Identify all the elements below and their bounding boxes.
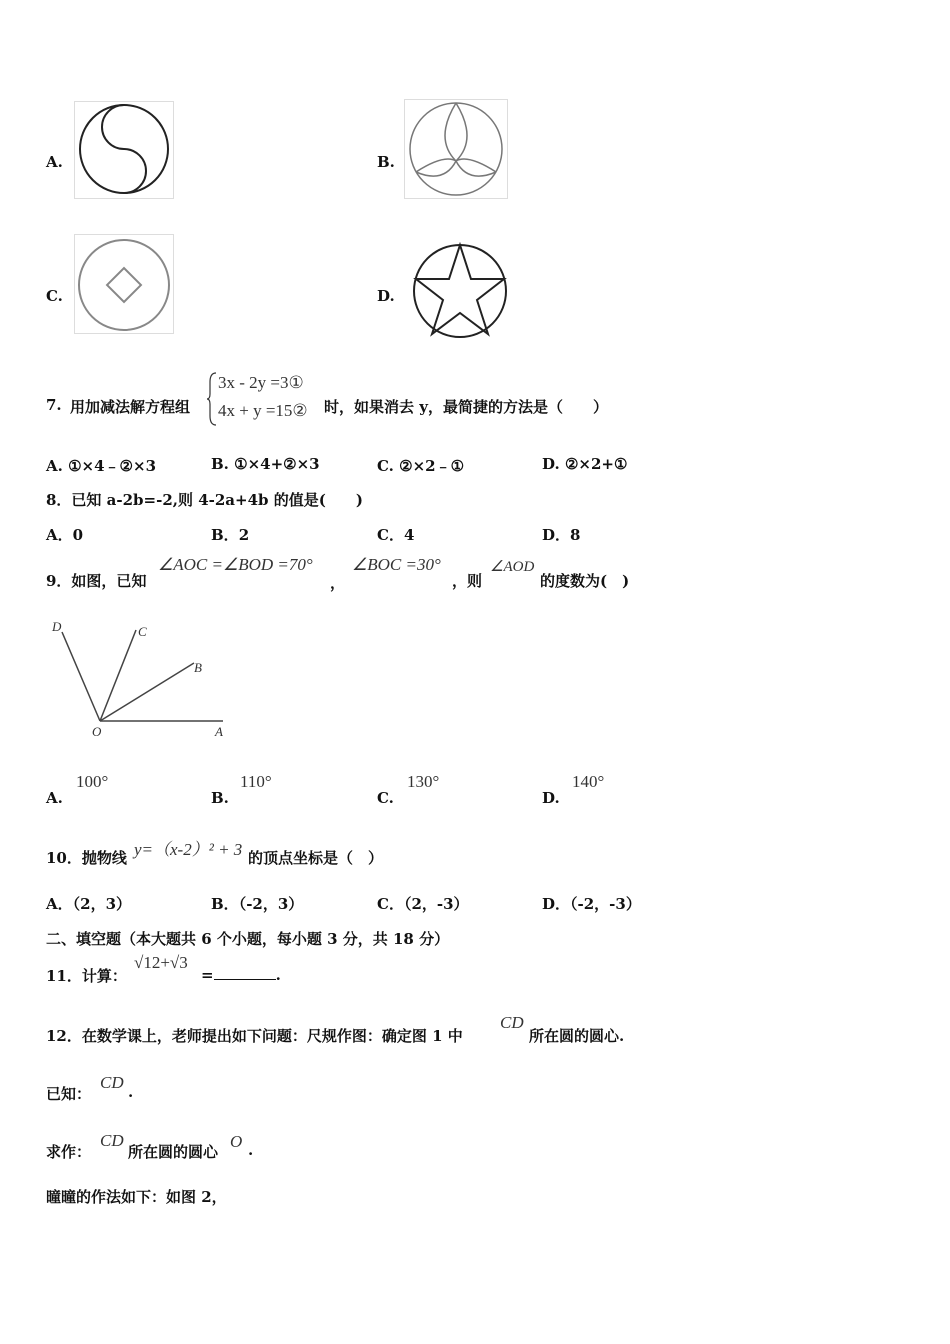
section-heading: 二、填空题（本大题共 6 个小题，每小题 3 分，共 18 分）: [46, 930, 450, 948]
q9-math-angles: ∠AOC =∠BOD =70°: [158, 555, 313, 574]
q7-option-d: D. ②×2+①: [542, 455, 628, 473]
q7-equation-1: 3x - 2y =3①: [218, 373, 304, 392]
q8-question: 8．已知 a-2b=-2,则 4-2a+4b 的值是( ): [46, 491, 363, 509]
q7-equation-2: 4x + y =15②: [218, 401, 308, 420]
q12-prefix: 12．在数学课上，老师提出如下问题：尺规作图：确定图 1 中: [46, 1027, 463, 1045]
star-in-circle-figure: [410, 242, 510, 340]
q12-task-prefix: 求作：: [46, 1143, 92, 1161]
q9-option-d-label: D.: [542, 789, 560, 807]
q10-option-d: D．（-2，-3）: [542, 895, 641, 913]
q6-option-a-label: A.: [46, 153, 63, 171]
yin-yang-figure: [74, 101, 174, 199]
q12-task-mid: 所在圆的圆心: [128, 1143, 219, 1161]
point-label-d: D: [52, 619, 62, 634]
q6-option-d-label: D.: [377, 287, 395, 305]
q10-option-b: B．（-2，3）: [211, 895, 304, 913]
q9-option-a-label: A.: [46, 789, 63, 807]
q10-option-a: A．（2，3）: [46, 895, 132, 913]
q8-option-b: B．2: [211, 526, 250, 544]
q11-answer: = .: [201, 966, 281, 984]
q6-option-b-label: B.: [377, 153, 395, 171]
q12-task-arc: CD: [100, 1131, 124, 1150]
q9-option-c-value: 130°: [407, 772, 440, 791]
q9-option-c-label: C.: [377, 789, 394, 807]
q12-arc-cd: CD: [500, 1013, 524, 1032]
q12-known-arc: CD: [100, 1073, 124, 1092]
three-petal-figure: [404, 99, 508, 199]
point-label-c: C: [138, 624, 147, 639]
q12-known-prefix: 已知：: [46, 1085, 92, 1103]
point-label-b: B: [194, 660, 202, 675]
q9-option-a-value: 100°: [76, 772, 109, 791]
q9-mid: ，则: [452, 572, 483, 590]
q10-math: y=（x-2）² + 3: [134, 840, 243, 859]
q7-prefix: 用加减法解方程组: [70, 398, 191, 416]
q11-prefix: 11．计算：: [46, 967, 127, 985]
q12-known-end: .: [128, 1083, 134, 1101]
q9-math-aod: ∠AOD: [490, 559, 535, 575]
q10-suffix: 的顶点坐标是（ ）: [248, 849, 384, 867]
q12-task-o: O: [230, 1132, 243, 1151]
q9-suffix: 的度数为( ): [540, 572, 630, 590]
q9-option-d-value: 140°: [572, 772, 605, 791]
q9-prefix: 9．如图，已知: [46, 572, 147, 590]
q12-method: 曈曈的作法如下：如图 2，: [46, 1188, 227, 1206]
q10-prefix: 10．抛物线: [46, 849, 127, 867]
q8-option-c: C．4: [377, 526, 415, 544]
coin-figure: [74, 234, 174, 334]
q9-option-b-label: B.: [211, 789, 229, 807]
q7-number: 7.: [46, 396, 62, 414]
q12-task-end: .: [248, 1141, 254, 1159]
q8-option-a: A．0: [46, 526, 84, 544]
q6-option-c-label: C.: [46, 287, 63, 305]
q9-comma: ，: [330, 574, 346, 592]
q9-option-b-value: 110°: [240, 772, 272, 791]
q10-option-c: C．（2，-3）: [377, 895, 469, 913]
q7-option-b: B. ①×4+②×3: [211, 455, 320, 473]
equation-system-brace: [206, 372, 218, 426]
q12-suffix: 所在圆的圆心.: [529, 1027, 625, 1045]
point-label-a: A: [215, 724, 223, 739]
point-label-o: O: [92, 724, 102, 739]
q7-suffix: 时，如果消去 y，最简捷的方法是（ ）: [324, 398, 608, 416]
q7-option-c: C. ②×2﹣①: [377, 457, 465, 475]
q8-option-d: D．8: [542, 526, 581, 544]
q7-option-a: A. ①×4﹣②×3: [46, 457, 157, 475]
q11-math: √12+√3: [134, 953, 188, 972]
q11-answer-blank[interactable]: [214, 965, 276, 980]
q9-math-boc: ∠BOC =30°: [352, 555, 441, 574]
